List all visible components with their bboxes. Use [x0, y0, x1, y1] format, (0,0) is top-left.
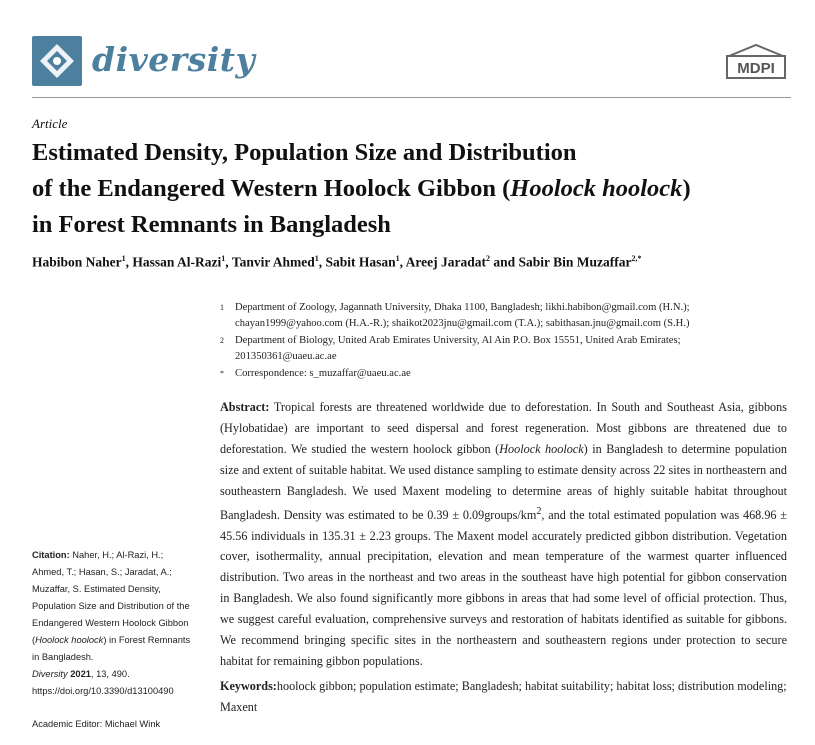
- abstract-label: Abstract:: [220, 400, 270, 414]
- title-line-2: of the Endangered Western Hoolock Gibbon (Hoolock hoolock): [32, 175, 691, 202]
- citation: Citation: Naher, H.; Al-Razi, H.; Ahmed, T.; Hasan, S.; Jaradat, A.; Muzaffar, S. Estimated Density, Population Size and Distribution of the Endangered Western Hoolock Gibbon (Hoolock hoolock) in Forest Remnants in Bangladesh. Diversity 2021, 13, 490. https://doi.org/10.3390/d13100490: [32, 550, 191, 696]
- journal-logo-icon: [32, 36, 82, 86]
- author: Tanvir Ahmed: [231, 254, 315, 270]
- journal-name: diversity: [92, 40, 256, 79]
- header-rule: [32, 97, 791, 98]
- title-line-1: Estimated Density, Population Size and Distribution: [32, 139, 577, 166]
- mdpi-logo: [721, 42, 791, 82]
- article-title: [32, 135, 802, 243]
- title-line-3: in Forest Remnants in Bangladesh: [32, 211, 391, 238]
- academic-editor: Academic Editor: Michael Wink: [32, 719, 161, 729]
- journal-header: [32, 36, 791, 92]
- keywords-label: Keywords:: [220, 679, 277, 693]
- affiliation-1: 1 Department of Zoology, Jagannath University, Dhaka 1100, Bangladesh; likhi.habibon@gmail.com (H.N.); chayan1999@yahoo.com (H.A.-R.); shaikot2023jnu@gmail.com (T.A.); sabithasan.jnu@gmail.com (S.H.): [220, 302, 690, 330]
- mdpi-logo-text: MDPI: [737, 60, 775, 77]
- correspondence: * Correspondence: s_muzaffar@uaeu.ac.ae: [220, 367, 411, 379]
- doi-link[interactable]: https://doi.org/10.3390/d13100490: [32, 686, 174, 696]
- article-type: Article: [32, 116, 68, 131]
- author: Hassan Al-Razi: [132, 254, 222, 270]
- affiliations: [220, 300, 780, 382]
- author: Areej Jaradat: [405, 254, 486, 270]
- affiliation-2: 2 Department of Biology, United Arab Emirates University, Al Ain P.O. Box 15551, United Arab Emirates; 201350361@uaeu.ac.ae: [220, 334, 681, 363]
- title-species-name: Hoolock hoolock: [510, 175, 683, 202]
- author: Sabir Bin Muzaffar: [518, 254, 632, 270]
- keywords: Keywords:hoolock gibbon; population estimate; Bangladesh; habitat suitability; habitat loss; distribution modeling; Maxent: [220, 679, 787, 714]
- abstract: Abstract: Tropical forests are threatened worldwide due to deforestation. In South and Southeast Asia, gibbons (Hylobatidae) are important to seed dispersal and forest regeneration. Most gibbons are threatened due to deforestation. We studied the western hoolock gibbon (Hoolock hoolock) in Bangladesh to determine population size and extent of suitable habitat. We used distance sampling to estimate density across 22 sites in northeastern and southeastern Bangladesh. We used Maxent modeling to determine areas of highly suitable habitat throughout Bangladesh. Density was estimated to be $0.39 \pm 0.09groups/km^2$, and the total estimated population was 468.96 ± 45.56 individuals in 135.31 ± 2.23 groups. The Maxent model accurately predicted gibbon distribution. Vegetation cover, isothermality, annual precipitation, elevation and mean temperature of the warmest quarter influenced distribution. Two areas in the northeast and two areas in the southeast have high potential for gibbon conservation in Bangladesh. We also found significantly more gibbons in areas that had some level of official protection. Thus, we suggest careful evaluation, comprehensive surveys and restoration of habitats identified as suitable for gibbons. We recommend bringing specific sites in the northeastern and southeastern regions under protection to secure habitat for remaining gibbon populations.: [220, 400, 787, 668]
- author: Sabit Hasan: [325, 254, 396, 270]
- author-list: Habibon Naher$^1$, Hassan Al-Razi$^1$, Tanvir Ahmed$^1$, Sabit Hasan$^1$, Areej Jaradat$^2$ and Sabir Bin Muzaffar$^{2,*}$: [32, 254, 642, 270]
- author: Habibon Naher: [32, 254, 122, 270]
